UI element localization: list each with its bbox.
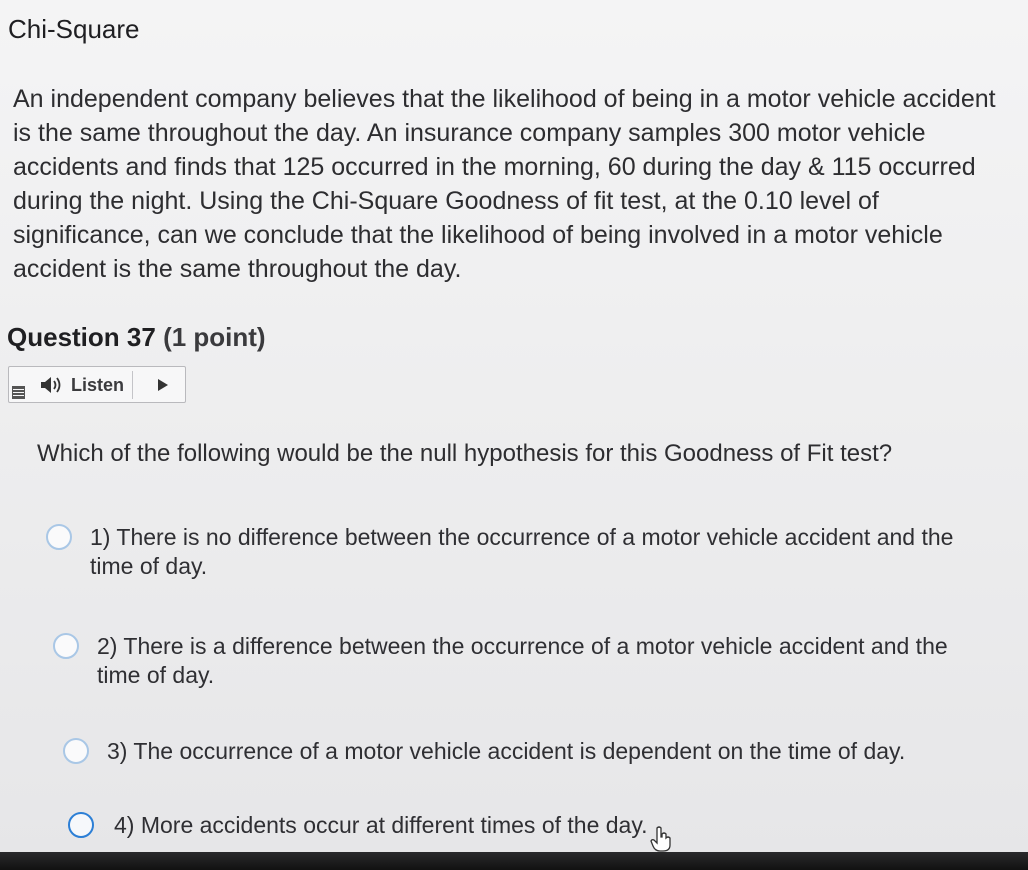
question-prompt: Which of the following would be the null hypothesis for this Goodness of Fit test? [37, 440, 893, 467]
radio-button-3[interactable] [63, 738, 89, 764]
listen-button[interactable] [39, 371, 133, 399]
radio-button-1[interactable] [46, 524, 72, 550]
radio-button-4[interactable] [68, 812, 94, 838]
answer-option-1-label: 1) There is no difference between the occurrence of a motor vehicle accident and the time of day. [90, 524, 954, 579]
answer-option-3-label: 3) The occurrence of a motor vehicle accident is dependent on the time of day. [107, 738, 906, 764]
answer-option-2-label: 2) There is a difference between the occurrence of a motor vehicle accident and the time of day. [97, 633, 948, 688]
screen-bezel [0, 852, 1028, 870]
answer-option-1[interactable] [46, 523, 976, 581]
play-icon[interactable] [155, 377, 171, 393]
answer-option-3[interactable] [63, 737, 983, 766]
menu-icon[interactable] [12, 386, 25, 399]
listen-toolbar [8, 366, 186, 403]
question-number: Question 37 [7, 322, 156, 352]
question-points: (1 point) [163, 322, 266, 352]
answer-option-2[interactable] [53, 632, 993, 690]
answer-option-4-label: 4) More accidents occur at different times of the day. [114, 812, 648, 838]
hand-cursor-icon [650, 826, 672, 852]
speaker-icon [39, 376, 65, 394]
question-stem: An independent company believes that the likelihood of being in a motor vehicle accident is the same throughout the day. An insurance company samples 300 motor vehicle accidents and finds that 125 occurred in the morning, 60 during the day & 115 occurred during the night. Using the Chi-Square Goodness of fit test, at the 0.10 level of significance, can we conclude that the likelihood of being involved in a motor vehicle accident is the same throughout the day. [13, 85, 996, 283]
radio-button-2[interactable] [53, 633, 79, 659]
listen-label: Listen [71, 374, 125, 395]
section-title: Chi-Square [8, 14, 140, 44]
question-heading [7, 322, 266, 353]
